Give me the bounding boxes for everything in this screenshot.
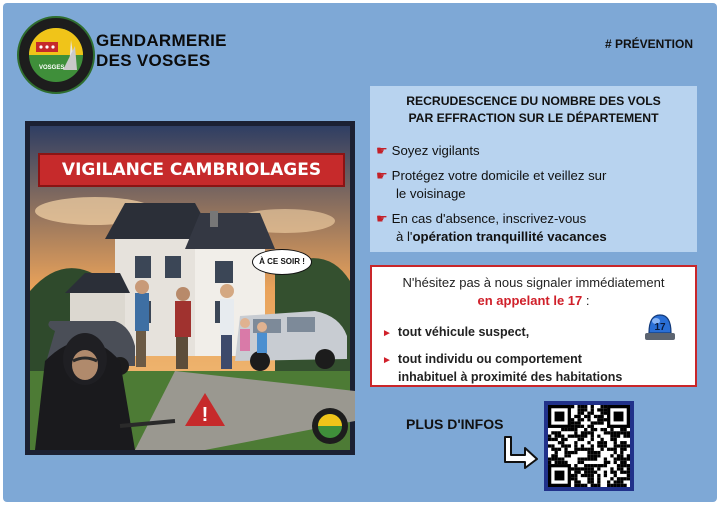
svg-text:!: !	[201, 404, 209, 426]
police-siren-icon	[642, 311, 678, 347]
speech-bubble: À CE SOIR !	[252, 249, 312, 275]
report-intro: N'hésitez pas à nous signaler immédiatement	[402, 275, 665, 290]
organization-name	[96, 31, 227, 71]
vigilance-banner: VIGILANCE CAMBRIOLAGES	[38, 153, 345, 187]
gendarmerie-logo	[17, 16, 95, 94]
svg-text:VOSGES: VOSGES	[39, 65, 65, 71]
triangle-bullet-icon: ►	[382, 355, 392, 366]
bullet-vigilance: ☛ Soyez vigilants	[376, 143, 480, 158]
burglary-illustration	[25, 121, 355, 455]
report-box	[370, 265, 697, 387]
more-info-label: PLUS D'INFOS	[406, 416, 504, 432]
qr-code[interactable]	[544, 401, 634, 491]
triangle-bullet-icon: ►	[382, 328, 392, 339]
bullet-protect-home: ☛ Protégez votre domicile et veillez sur le voisinage	[376, 168, 607, 201]
arrow-right-icon	[499, 435, 541, 469]
svg-text:17: 17	[654, 322, 666, 333]
hashtag-prevention: # PRÉVENTION	[604, 37, 693, 51]
warning-title: RECRUDESCENCE DU NOMBRE DES VOLS PAR EFFRACTION SUR LE DÉPARTEMENT	[406, 94, 661, 125]
report-item-vehicle: ► tout véhicule suspect,	[382, 325, 530, 339]
org-line-1: GENDARMERIE	[96, 31, 227, 50]
pointing-hand-icon: ☛	[376, 143, 388, 158]
pointing-hand-icon: ☛	[376, 211, 388, 226]
org-line-2: DES VOSGES	[96, 51, 211, 70]
poster	[3, 3, 717, 502]
report-item-individual: ► tout individu ou comportement inhabituel à proximité des habitations	[382, 352, 623, 384]
bullet-absence: ☛ En cas d'absence, inscrivez-vous à l'opération tranquillité vacances	[376, 211, 607, 244]
call-17: en appelant le 17 :	[477, 293, 590, 308]
warning-box	[370, 86, 697, 252]
qr-code-image	[548, 405, 630, 487]
operation-tranquillite-vacances: opération tranquillité vacances	[412, 229, 607, 244]
pointing-hand-icon: ☛	[376, 168, 388, 183]
